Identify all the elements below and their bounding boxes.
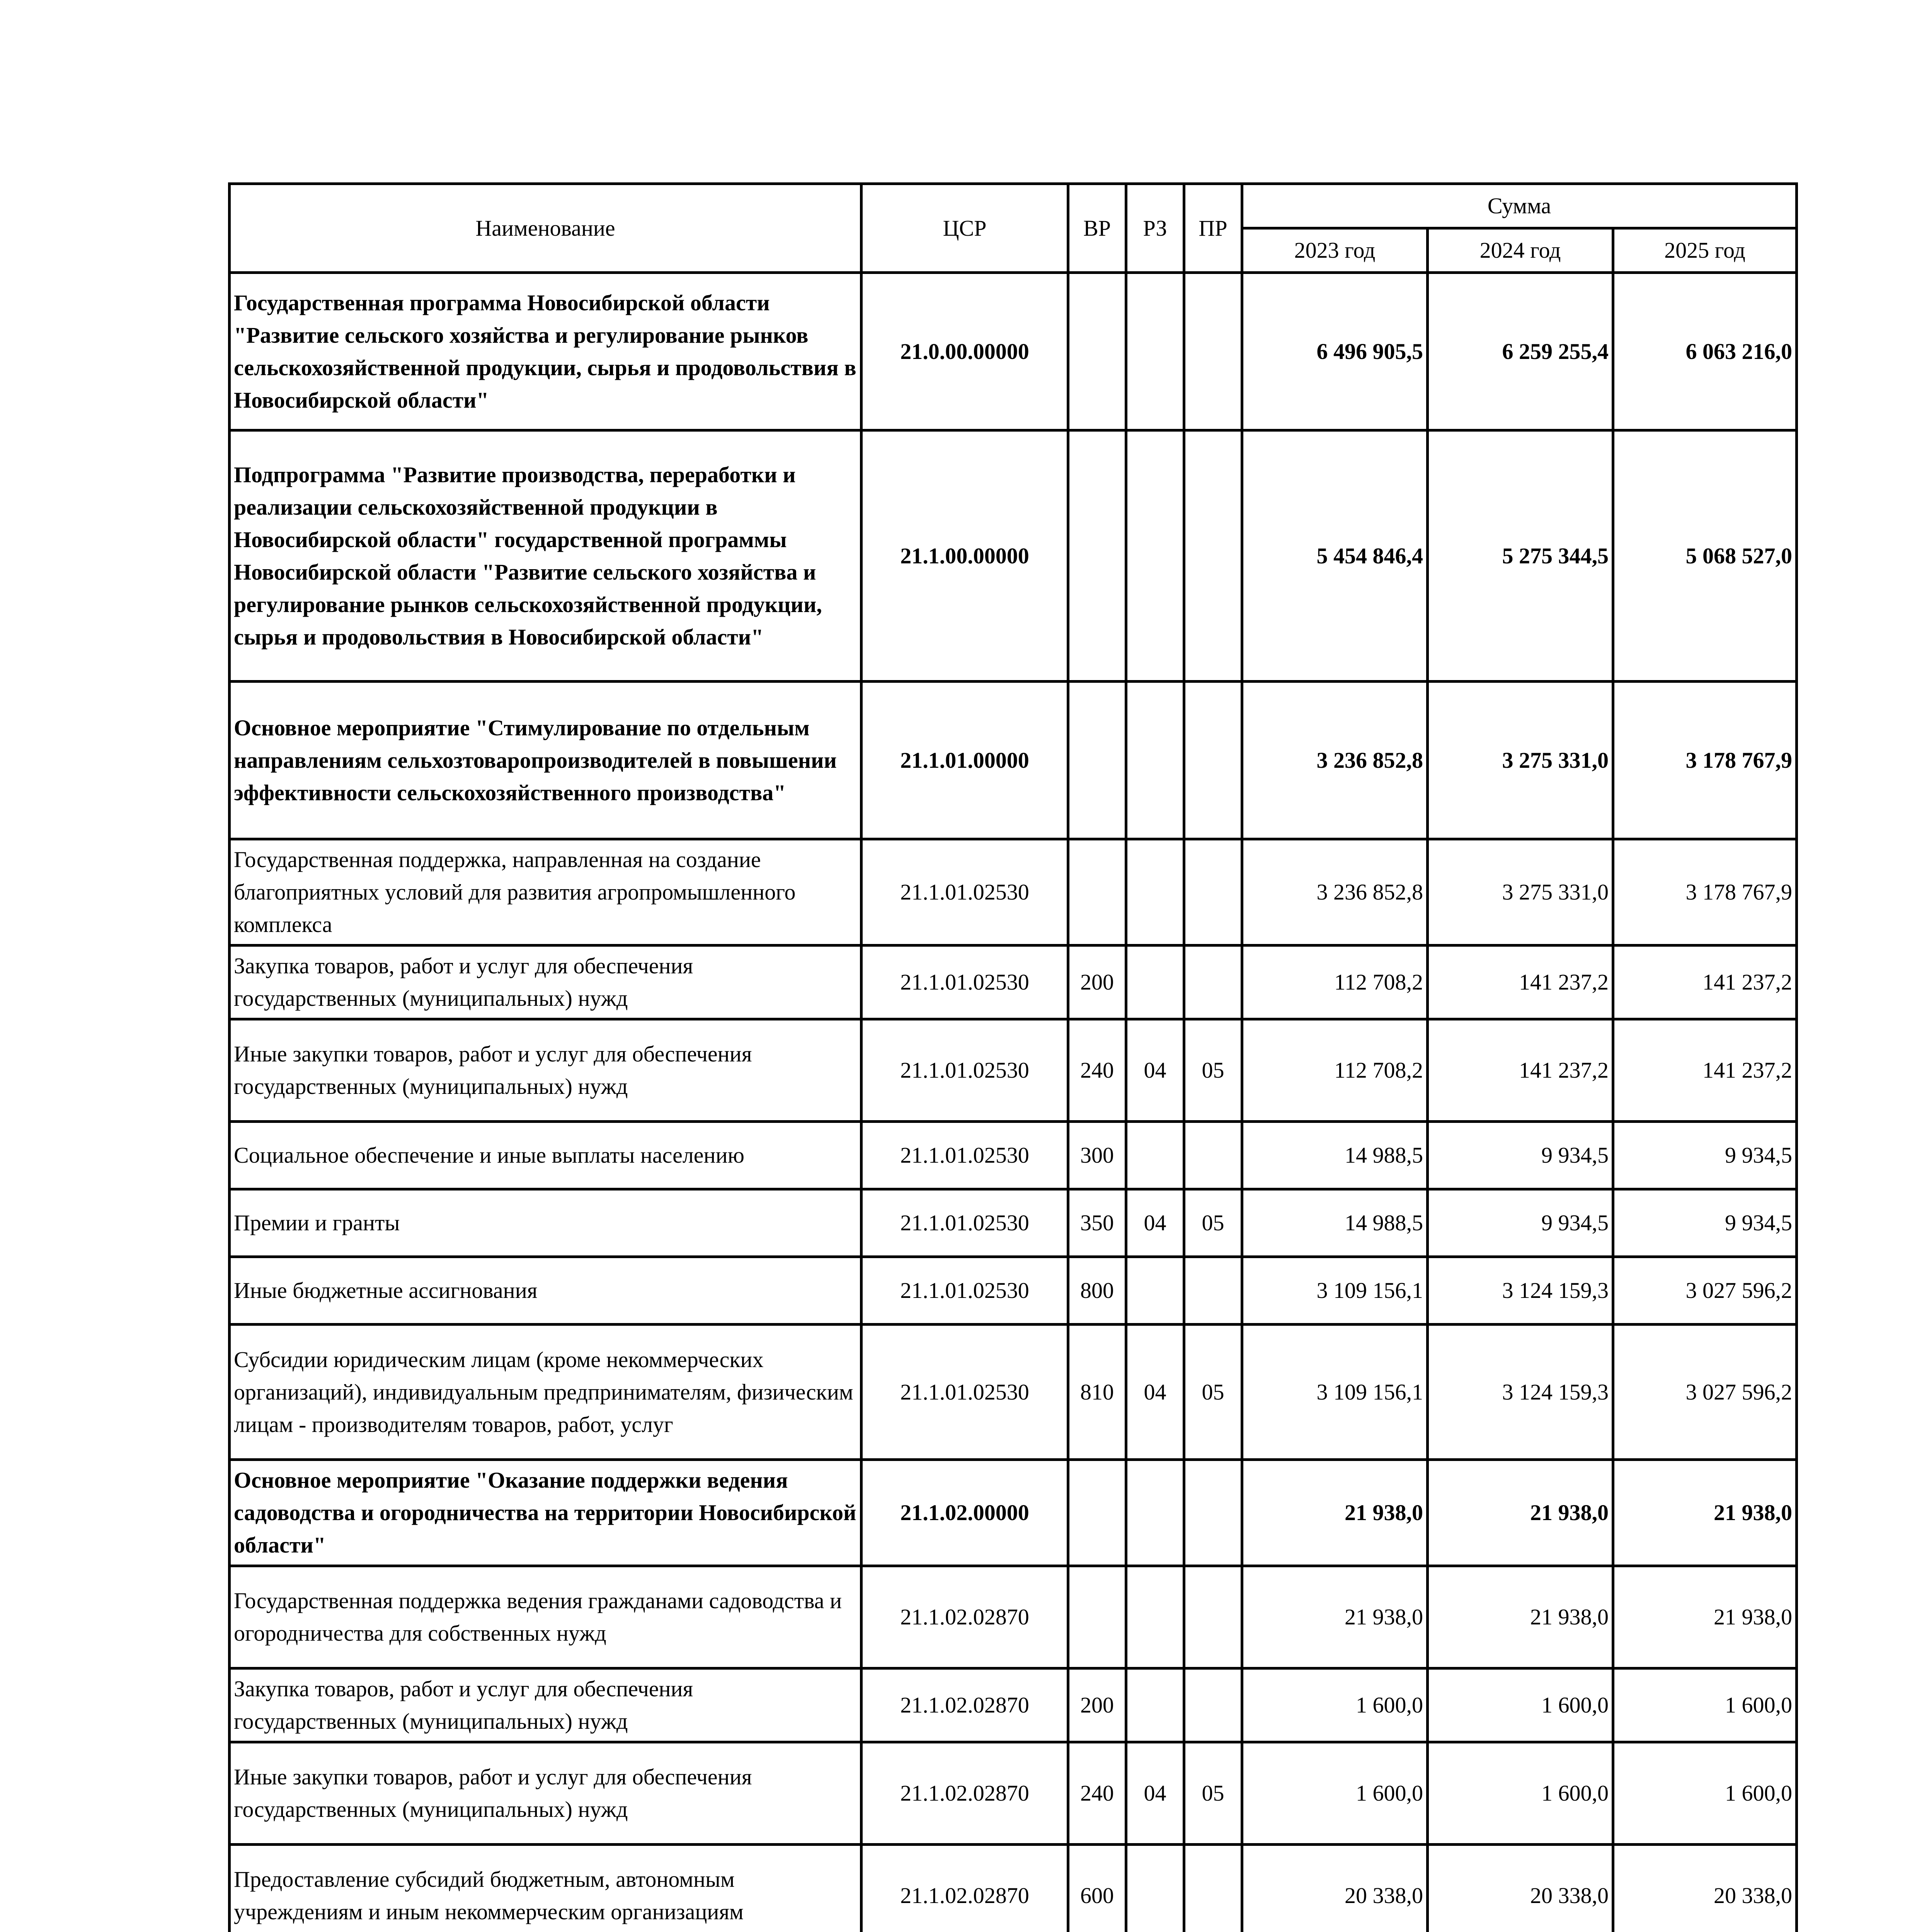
row-rz [1126,1566,1184,1668]
row-pr [1184,839,1242,946]
row-pr: 05 [1184,1325,1242,1460]
budget-table [228,182,1798,1932]
row-name: Основное мероприятие "Оказание поддержки ведения садоводства и огородничества на территории Новосибирской области" [230,1460,861,1566]
row-pr [1184,273,1242,430]
row-vr [1068,682,1126,839]
table-body [230,273,1797,1932]
row-pr [1184,1460,1242,1566]
table-row [230,1566,1797,1668]
row-pr [1184,1122,1242,1189]
row-amount-2024: 20 338,0 [1428,1845,1613,1932]
table-header [230,184,1797,273]
header-name: Наименование [230,184,861,273]
row-amount-2024: 1 600,0 [1428,1742,1613,1845]
row-amount-2024: 141 237,2 [1428,946,1613,1019]
row-rz [1126,1668,1184,1742]
row-amount-2024: 3 124 159,3 [1428,1257,1613,1325]
table-row [230,946,1797,1019]
row-amount-2023: 3 109 156,1 [1242,1325,1428,1460]
table-row [230,273,1797,430]
row-csr: 21.1.01.02530 [861,1189,1068,1257]
row-rz [1126,1257,1184,1325]
row-name: Закупка товаров, работ и услуг для обеспечения государственных (муниципальных) нужд [230,1668,861,1742]
header-sum: Сумма [1242,184,1797,228]
table-row [230,1019,1797,1122]
row-csr: 21.1.01.02530 [861,839,1068,946]
row-csr: 21.1.02.02870 [861,1742,1068,1845]
row-amount-2025: 5 068 527,0 [1613,430,1797,682]
table-row [230,839,1797,946]
row-vr [1068,839,1126,946]
row-amount-2023: 1 600,0 [1242,1742,1428,1845]
row-pr [1184,430,1242,682]
table-row [230,1668,1797,1742]
row-amount-2024: 21 938,0 [1428,1566,1613,1668]
row-pr: 05 [1184,1742,1242,1845]
table-row [230,1460,1797,1566]
header-rz: РЗ [1126,184,1184,273]
row-csr: 21.1.02.00000 [861,1460,1068,1566]
row-amount-2023: 1 600,0 [1242,1668,1428,1742]
row-rz [1126,682,1184,839]
row-pr [1184,1257,1242,1325]
row-amount-2024: 3 124 159,3 [1428,1325,1613,1460]
row-vr: 200 [1068,946,1126,1019]
row-rz [1126,946,1184,1019]
row-amount-2025: 141 237,2 [1613,1019,1797,1122]
row-amount-2023: 3 236 852,8 [1242,682,1428,839]
table-row [230,682,1797,839]
row-amount-2024: 21 938,0 [1428,1460,1613,1566]
row-rz [1126,839,1184,946]
row-amount-2023: 21 938,0 [1242,1460,1428,1566]
row-amount-2024: 9 934,5 [1428,1122,1613,1189]
row-amount-2025: 141 237,2 [1613,946,1797,1019]
row-name: Иные закупки товаров, работ и услуг для обеспечения государственных (муниципальных) нужд [230,1019,861,1122]
row-rz: 04 [1126,1742,1184,1845]
table-row [230,430,1797,682]
row-vr: 300 [1068,1122,1126,1189]
row-name: Государственная поддержка ведения гражданами садоводства и огородничества для собственных нужд [230,1566,861,1668]
row-amount-2023: 6 496 905,5 [1242,273,1428,430]
row-amount-2023: 5 454 846,4 [1242,430,1428,682]
row-vr [1068,430,1126,682]
row-pr: 05 [1184,1019,1242,1122]
row-csr: 21.1.01.02530 [861,1122,1068,1189]
row-amount-2024: 3 275 331,0 [1428,682,1613,839]
row-name: Основное мероприятие "Стимулирование по отдельным направлениям сельхозтоваропроизводителей в повышении эффективности сельскохозяйственного производства" [230,682,861,839]
row-amount-2024: 5 275 344,5 [1428,430,1613,682]
header-csr: ЦСР [861,184,1068,273]
row-rz: 04 [1126,1325,1184,1460]
row-vr [1068,1566,1126,1668]
row-vr: 810 [1068,1325,1126,1460]
row-amount-2025: 6 063 216,0 [1613,273,1797,430]
row-vr: 350 [1068,1189,1126,1257]
row-name: Иные бюджетные ассигнования [230,1257,861,1325]
row-amount-2024: 1 600,0 [1428,1668,1613,1742]
row-name: Иные закупки товаров, работ и услуг для обеспечения государственных (муниципальных) нужд [230,1742,861,1845]
row-amount-2024: 6 259 255,4 [1428,273,1613,430]
row-amount-2025: 20 338,0 [1613,1845,1797,1932]
row-rz [1126,430,1184,682]
row-name: Государственная программа Новосибирской области "Развитие сельского хозяйства и регулирование рынков сельскохозяйственной продукции, сырья и продовольствия в Новосибирской области" [230,273,861,430]
row-csr: 21.1.01.00000 [861,682,1068,839]
row-csr: 21.0.00.00000 [861,273,1068,430]
row-amount-2023: 14 988,5 [1242,1189,1428,1257]
row-csr: 21.1.01.02530 [861,1325,1068,1460]
header-vr: ВР [1068,184,1126,273]
row-pr [1184,1566,1242,1668]
row-pr: 05 [1184,1189,1242,1257]
row-amount-2025: 1 600,0 [1613,1742,1797,1845]
row-amount-2023: 21 938,0 [1242,1566,1428,1668]
row-amount-2025: 1 600,0 [1613,1668,1797,1742]
row-csr: 21.1.01.02530 [861,946,1068,1019]
table-row [230,1122,1797,1189]
row-name: Субсидии юридическим лицам (кроме некоммерческих организаций), индивидуальным предпринимателям, физическим лицам - производителям товаров, работ, услуг [230,1325,861,1460]
table-row [230,1189,1797,1257]
row-pr [1184,1845,1242,1932]
table-row [230,1325,1797,1460]
row-vr: 600 [1068,1845,1126,1932]
row-name: Государственная поддержка, направленная на создание благоприятных условий для развития агропромышленного комплекса [230,839,861,946]
table-row [230,1845,1797,1932]
row-amount-2025: 21 938,0 [1613,1566,1797,1668]
row-vr [1068,273,1126,430]
row-name: Подпрограмма "Развитие производства, переработки и реализации сельскохозяйственной продукции в Новосибирской области" государственной программы Новосибирской области "Развитие сельского хозяйства и регулирование рынков сельскохозяйственной продукции, сырья и продовольствия в Новосибирской области" [230,430,861,682]
row-name: Закупка товаров, работ и услуг для обеспечения государственных (муниципальных) нужд [230,946,861,1019]
row-name: Премии и гранты [230,1189,861,1257]
row-amount-2023: 112 708,2 [1242,946,1428,1019]
row-csr: 21.1.02.02870 [861,1668,1068,1742]
row-name: Предоставление субсидий бюджетным, автономным учреждениям и иным некоммерческим организациям [230,1845,861,1932]
row-vr [1068,1460,1126,1566]
row-csr: 21.1.02.02870 [861,1845,1068,1932]
row-amount-2025: 3 027 596,2 [1613,1325,1797,1460]
row-pr [1184,682,1242,839]
row-amount-2023: 3 109 156,1 [1242,1257,1428,1325]
row-amount-2025: 3 178 767,9 [1613,839,1797,946]
row-vr: 240 [1068,1019,1126,1122]
row-csr: 21.1.00.00000 [861,430,1068,682]
row-amount-2025: 3 178 767,9 [1613,682,1797,839]
row-vr: 800 [1068,1257,1126,1325]
row-pr [1184,1668,1242,1742]
row-rz [1126,1845,1184,1932]
row-amount-2024: 141 237,2 [1428,1019,1613,1122]
row-rz: 04 [1126,1019,1184,1122]
row-amount-2023: 14 988,5 [1242,1122,1428,1189]
table-row [230,1257,1797,1325]
row-rz: 04 [1126,1189,1184,1257]
row-amount-2025: 3 027 596,2 [1613,1257,1797,1325]
row-rz [1126,1122,1184,1189]
row-csr: 21.1.01.02530 [861,1019,1068,1122]
header-year-2025: 2025 год [1613,228,1797,273]
row-pr [1184,946,1242,1019]
row-rz [1126,273,1184,430]
header-year-2023: 2023 год [1242,228,1428,273]
row-vr: 200 [1068,1668,1126,1742]
row-amount-2025: 9 934,5 [1613,1122,1797,1189]
row-vr: 240 [1068,1742,1126,1845]
row-amount-2023: 3 236 852,8 [1242,839,1428,946]
row-csr: 21.1.01.02530 [861,1257,1068,1325]
row-amount-2024: 3 275 331,0 [1428,839,1613,946]
row-amount-2025: 21 938,0 [1613,1460,1797,1566]
row-rz [1126,1460,1184,1566]
row-csr: 21.1.02.02870 [861,1566,1068,1668]
header-year-2024: 2024 год [1428,228,1613,273]
row-amount-2023: 112 708,2 [1242,1019,1428,1122]
row-amount-2024: 9 934,5 [1428,1189,1613,1257]
row-name: Социальное обеспечение и иные выплаты населению [230,1122,861,1189]
row-amount-2023: 20 338,0 [1242,1845,1428,1932]
header-pr: ПР [1184,184,1242,273]
table-row [230,1742,1797,1845]
row-amount-2025: 9 934,5 [1613,1189,1797,1257]
